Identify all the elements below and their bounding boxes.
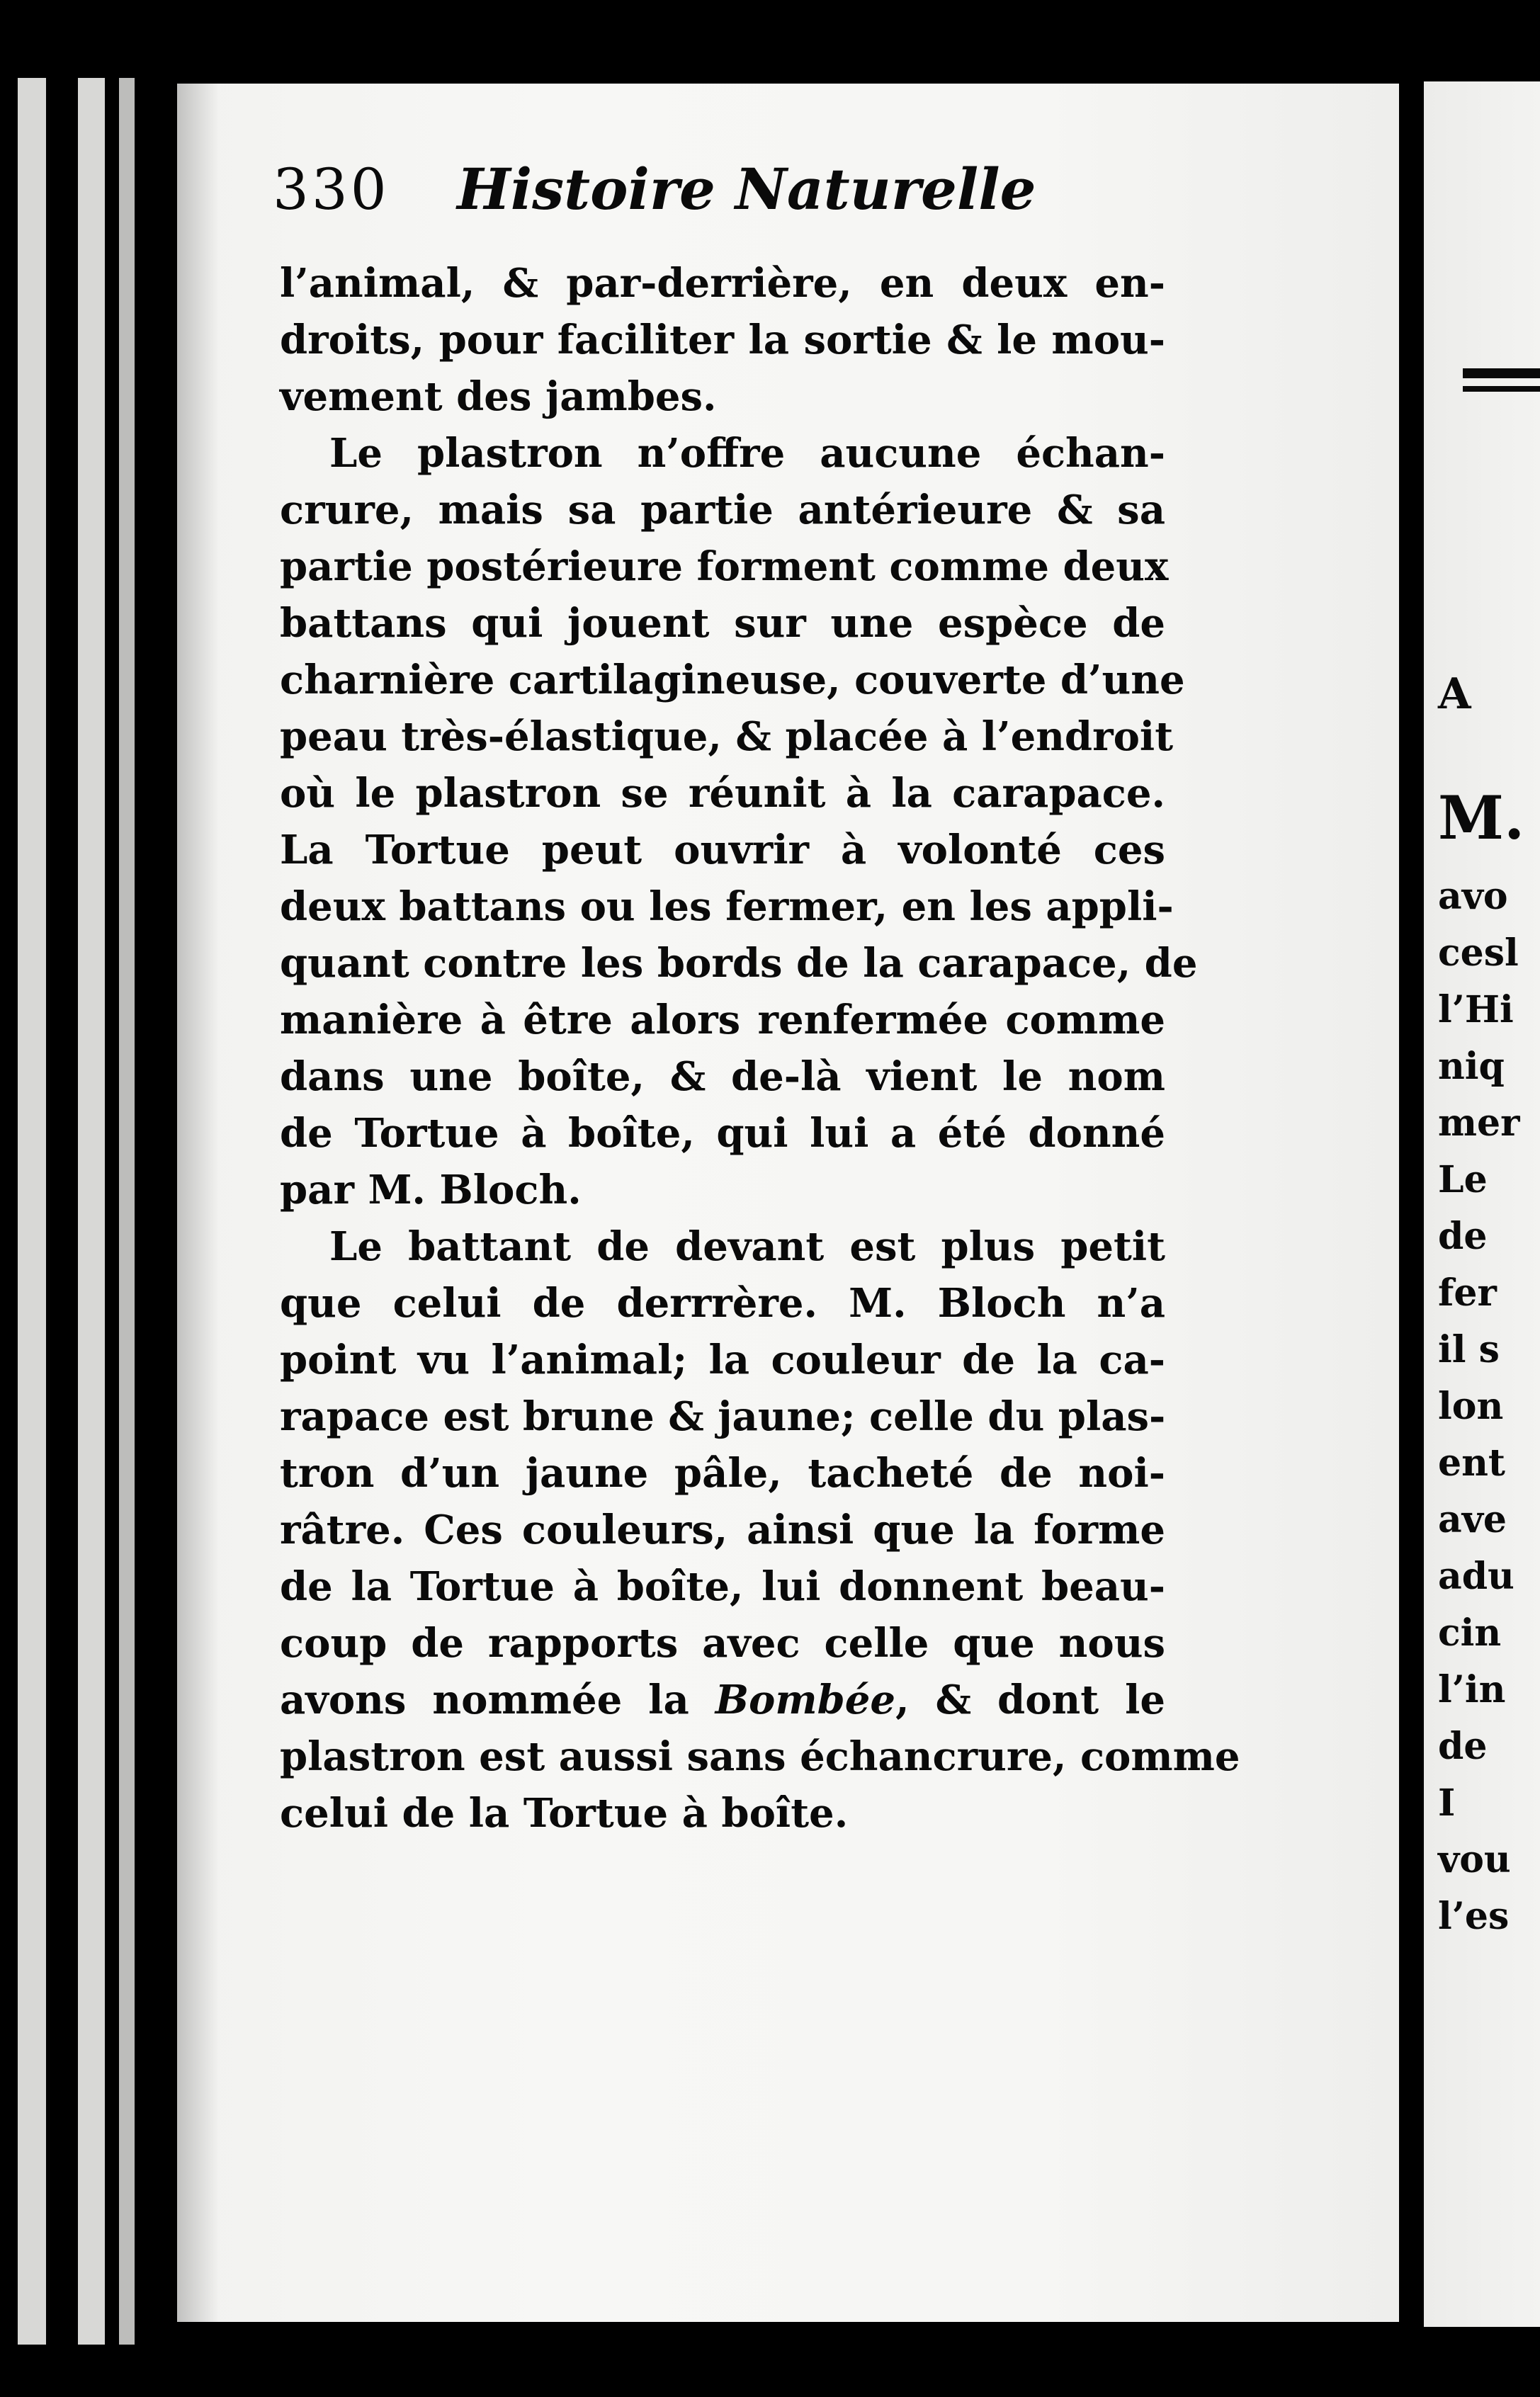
text-line: celui de la Tortue à boîte. (280, 1790, 849, 1837)
text-line: rapace est brune & jaune; celle du plas- (280, 1393, 1166, 1440)
text-line: plastron est aussi sans échancrure, comme (280, 1733, 1240, 1780)
facing-page-fragment: l’in (1438, 1668, 1506, 1711)
facing-page-fragment: il s (1438, 1328, 1500, 1371)
text-line: crure, mais sa partie antérieure & sa (280, 487, 1165, 533)
facing-page-fragment: fer (1438, 1271, 1497, 1315)
text-line: manière à être alors renfermée comme (280, 997, 1165, 1043)
text-line: partie postérieure forment comme deux (280, 543, 1169, 590)
gutter-shadow (177, 84, 220, 2322)
header-rule (1463, 368, 1540, 378)
facing-page-fragment: M. (1438, 783, 1525, 853)
facing-page-fragment: mer (1438, 1101, 1520, 1145)
text-line: Le battant de devant est plus petit (329, 1223, 1165, 1270)
text-line: par M. Bloch. (280, 1167, 582, 1213)
facing-page (1424, 81, 1540, 2327)
facing-page-fragment: A (1438, 669, 1471, 719)
facing-page-fragment: de (1438, 1725, 1488, 1768)
facing-page-fragment: cin (1438, 1611, 1502, 1655)
facing-page-fragment: l’Hi (1438, 988, 1514, 1031)
facing-page-fragment: ent (1438, 1441, 1505, 1485)
facing-page-fragment: l’es (1438, 1895, 1510, 1938)
facing-page-fragment: lon (1438, 1385, 1504, 1428)
facing-page-fragment: adu (1438, 1555, 1514, 1598)
text-line: quant contre les bords de la carapace, de (280, 940, 1198, 987)
body-text (280, 255, 1240, 1842)
text-line: point vu l’animal; la couleur de la ca- (280, 1337, 1165, 1383)
text-line: avons nommée la Bombée, & dont le (280, 1677, 1165, 1723)
text-line: deux battans ou les fermer, en les appli- (280, 883, 1174, 930)
text-line: charnière cartilagineuse, couverte d’une (280, 657, 1185, 703)
facing-page-fragment: avo (1438, 875, 1508, 918)
text-line: droits, pour faciliter la sortie & le mou- (280, 317, 1165, 363)
page-edge (18, 78, 46, 2345)
text-line: tron d’un jaune pâle, tacheté de noi- (280, 1450, 1165, 1497)
facing-page-fragment: vou (1438, 1838, 1511, 1881)
text-line: où le plastron se réunit à la carapace. (280, 770, 1165, 817)
text-line: coup de rapports avec celle que nous (280, 1620, 1165, 1667)
facing-page-fragment: I (1438, 1781, 1456, 1825)
book-page-edges (0, 78, 188, 2345)
running-head: Histoire Naturelle (457, 156, 1036, 222)
page-header (273, 156, 1036, 222)
page-edge (78, 78, 105, 2345)
text-line: vement des jambes. (280, 373, 717, 420)
facing-page-fragment: niq (1438, 1045, 1505, 1088)
page-edge (119, 78, 135, 2345)
italic-term: Bombée (715, 1677, 896, 1723)
text-line: que celui de derrrère. M. Bloch n’a (280, 1280, 1165, 1327)
text-line: battans qui jouent sur une espèce de (280, 600, 1165, 647)
facing-page-fragment: cesl (1438, 931, 1519, 975)
text-line: de Tortue à boîte, qui lui a été donné (280, 1110, 1165, 1157)
text-line: râtre. Ces couleurs, ainsi que la forme (280, 1507, 1165, 1553)
facing-page-fragment: ave (1438, 1498, 1507, 1541)
header-rule (1463, 386, 1540, 392)
facing-page-fragment: Le (1438, 1158, 1488, 1201)
facing-page-fragment: de (1438, 1215, 1488, 1258)
text-line: dans une boîte, & de-là vient le nom (280, 1053, 1165, 1100)
text-line: de la Tortue à boîte, lui donnent beau- (280, 1563, 1165, 1610)
text-line: peau très-élastique, & placée à l’endroit (280, 713, 1174, 760)
page-number: 330 (273, 157, 390, 222)
text-line: Le plastron n’offre aucune échan- (329, 430, 1165, 477)
text-line: l’animal, & par-derrière, en deux en- (280, 260, 1165, 307)
text-line: La Tortue peut ouvrir à volonté ces (280, 827, 1165, 873)
